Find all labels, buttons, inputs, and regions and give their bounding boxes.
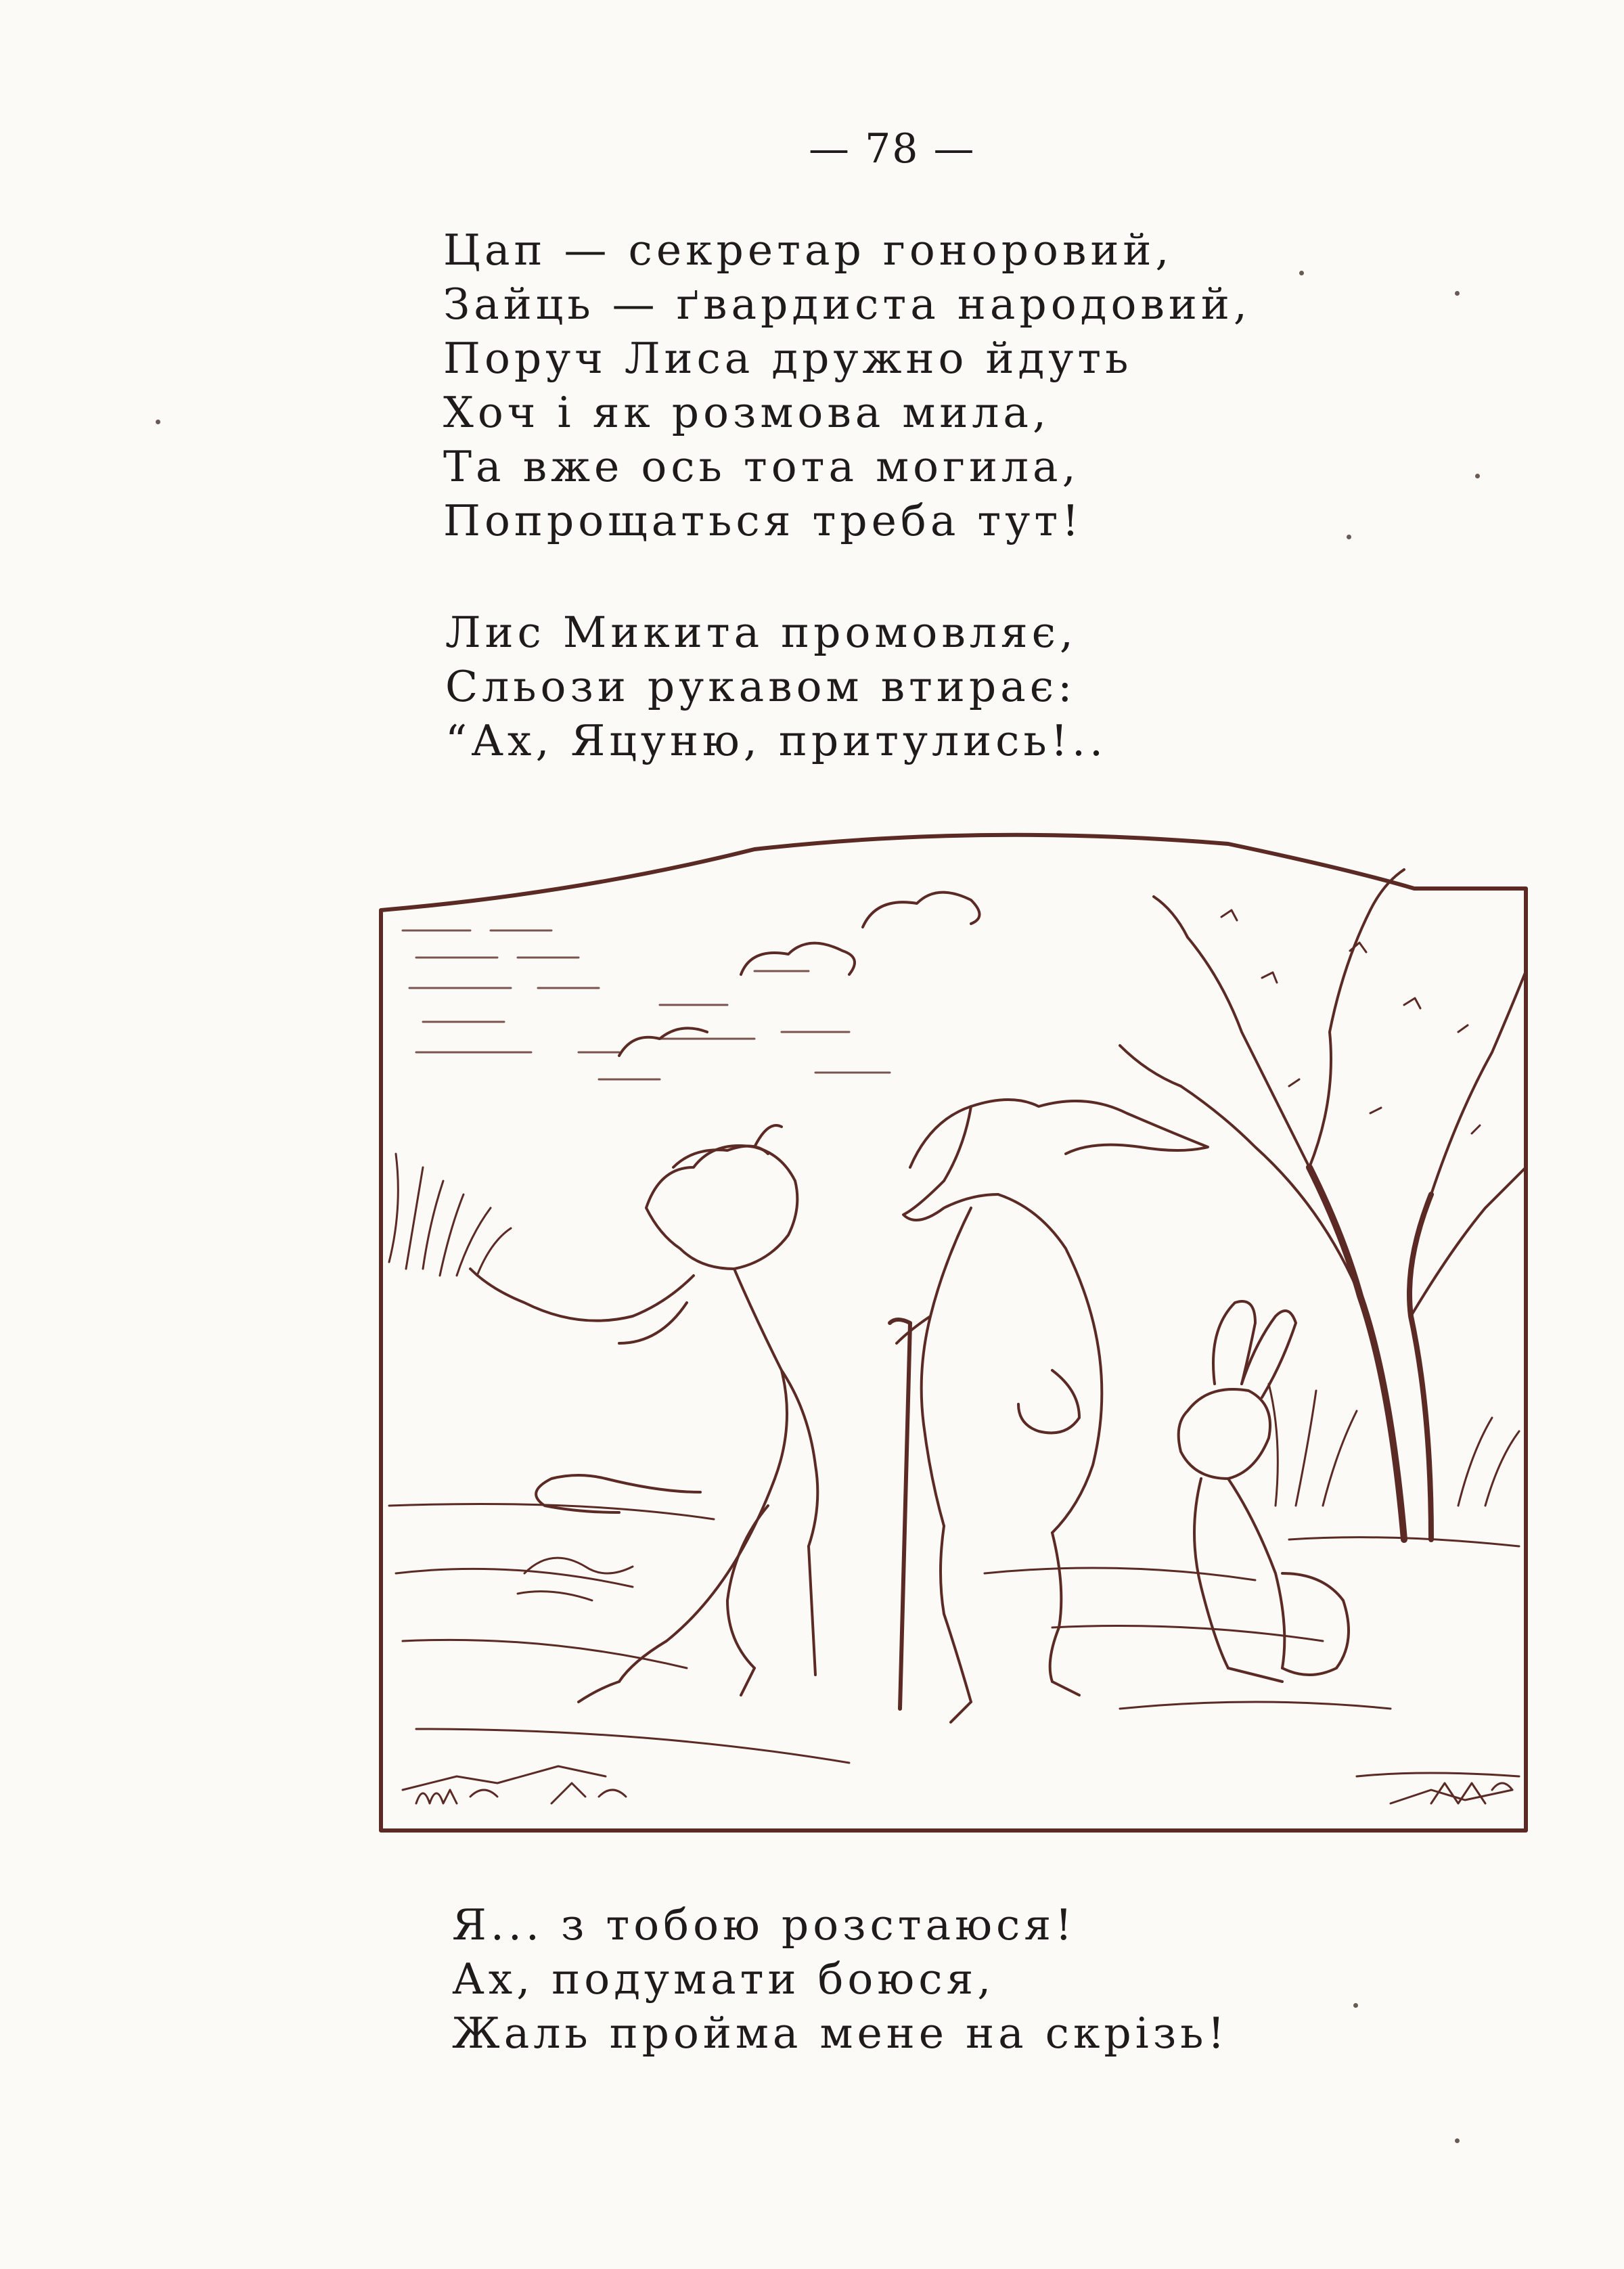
- print-speck: [1347, 535, 1351, 539]
- sky-hatching: [403, 930, 890, 1079]
- verse-line: Поруч Лиса дружно йдуть: [443, 334, 1133, 383]
- hare-figure: [1179, 1301, 1349, 1682]
- illustration-frame: [381, 835, 1526, 1830]
- verse-line: “Ах, Яцуню, притулись!..: [445, 716, 1108, 765]
- verse-line: Лис Микита промовляє,: [445, 608, 1077, 657]
- verse-line: Цап — секретар гоноровий,: [443, 225, 1173, 275]
- goat-figure: [897, 1100, 1208, 1722]
- verse-line: Сльози рукавом втирає:: [445, 662, 1077, 711]
- print-speck: [1455, 291, 1460, 296]
- ground: [389, 1504, 1519, 1804]
- verse-line: Зайць — ґвардиста народовий,: [443, 279, 1251, 329]
- verse-line: Та вже ось тота могила,: [443, 442, 1080, 491]
- tree: [1120, 870, 1526, 1540]
- print-speck: [1455, 2138, 1460, 2143]
- print-speck: [1299, 271, 1304, 275]
- verse-line: Ах, подумати боюся,: [452, 1954, 995, 2004]
- page-number: — 78 —: [809, 125, 976, 173]
- verse-line: Попрощаться треба тут!: [443, 496, 1083, 545]
- print-speck: [156, 420, 160, 424]
- stanza-1: [443, 223, 1251, 548]
- fox-figure: [470, 1125, 817, 1702]
- verse-line: Жаль пройма мене на скрізь!: [452, 2008, 1229, 2058]
- stanza-2: [445, 606, 1107, 768]
- signature-mark: [416, 1783, 626, 1803]
- print-speck: [1475, 474, 1480, 478]
- reeds: [389, 1154, 1519, 1506]
- verse-line: Хоч і як розмова мила,: [443, 388, 1050, 437]
- illustration-fox-goat-hare: [376, 829, 1536, 1837]
- walking-stick: [890, 1320, 910, 1709]
- verse-line: Я... з тобою розстаюся!: [452, 1900, 1077, 1950]
- print-speck: [1353, 2003, 1358, 2008]
- stanza-3: [452, 1898, 1229, 2061]
